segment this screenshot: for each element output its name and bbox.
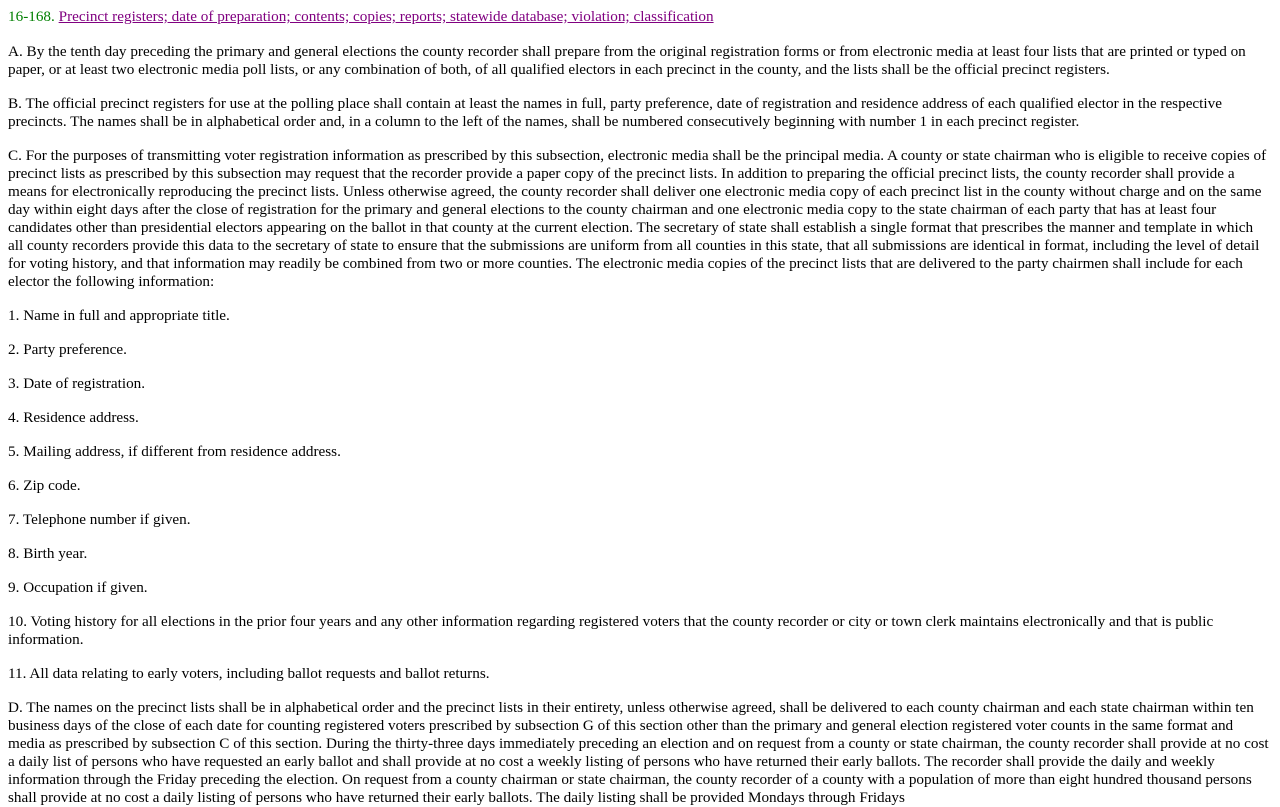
list-item-2: 2. Party preference. <box>8 341 127 358</box>
list-item-10: 10. Voting history for all elections in the prior four years and any other information regarding registered voters that the county recorder or city or town clerk maintains electronically and that is public information. <box>8 613 1214 648</box>
paragraph-d: D. The names on the precinct lists shall be in alphabetical order and the precinct lists in their entirety, unless otherwise agreed, shall be delivered to each county chairman and each state chairman within ten business days of the close of each date for counting registered voters prescribed by subsection G of this section other than the primary and general election registered voter counts in the same format and media as prescribed by subsection C of this section. During the thirty-three days immediately preceding an election and on request from a county or state chairman, the county recorder shall provide at no cost a daily list of persons who have requested an early ballot and shall provide at no cost a weekly listing of persons who have returned their early ballots. The recorder shall provide the daily and weekly information through the Friday preceding the election. On request from a county chairman or state chairman, the county recorder of a county with a population of more than eight hundred thousand persons shall provide at no cost a daily listing of persons who have returned their early ballots. The daily listing shall be provided Mondays through Fridays <box>8 699 1269 806</box>
paragraph-c: C. For the purposes of transmitting voter registration information as prescribed by this subsection, electronic media shall be the principal media. A county or state chairman who is eligible to receive copies of precinct lists as prescribed by this subsection may request that the recorder provide a paper copy of the precinct lists. In addition to preparing the official precinct lists, the county recorder shall provide a means for electronically reproducing the precinct lists. Unless otherwise agreed, the county recorder shall deliver one electronic media copy of each precinct list in the county without charge and on the same day within eight days after the close of registration for the primary and general elections to the county chairman and one electronic media copy to the state chairman of each party that has at least four candidates other than presidential electors appearing on the ballot in that county at the current election. The secretary of state shall establish a single format that prescribes the manner and template in which all county recorders provide this data to the secretary of state to ensure that the submissions are uniform from all counties in this state, that all submissions are identical in format, including the level of detail for voting history, and that information may readily be combined from two or more counties. The electronic media copies of the precinct lists that are delivered to the party chairmen shall include for each elector the following information: <box>8 147 1267 290</box>
list-item-11: 11. All data relating to early voters, including ballot requests and ballot returns. <box>8 665 490 682</box>
paragraph-a: A. By the tenth day preceding the primary and general elections the county recorder shall prepare from the original registration forms or from electronic media at least four lists that are printed or typed on paper, or at least two electronic media poll lists, or any combination of both, of all qualified electors in each precinct in the county, and the lists shall be the official precinct registers. <box>8 43 1246 78</box>
list-item-7: 7. Telephone number if given. <box>8 511 191 528</box>
section-heading <box>8 8 1272 26</box>
list-item-5: 5. Mailing address, if different from residence address. <box>8 443 341 460</box>
section-number: 16-168. <box>8 8 55 25</box>
paragraph-b: B. The official precinct registers for use at the polling place shall contain at least the names in full, party preference, date of registration and residence address of each qualified elector in the respective precincts. The names shall be in alphabetical order and, in a column to the left of the names, shall be numbered consecutively beginning with number 1 in each precinct register. <box>8 95 1222 130</box>
list-item-8: 8. Birth year. <box>8 545 88 562</box>
list-item-9: 9. Occupation if given. <box>8 579 148 596</box>
section-title-link[interactable]: Precinct registers; date of preparation; contents; copies; reports; statewide database; violation; classification <box>58 8 714 25</box>
list-item-6: 6. Zip code. <box>8 477 81 494</box>
list-item-3: 3. Date of registration. <box>8 375 146 392</box>
list-item-1: 1. Name in full and appropriate title. <box>8 307 230 324</box>
list-item-4: 4. Residence address. <box>8 409 139 426</box>
